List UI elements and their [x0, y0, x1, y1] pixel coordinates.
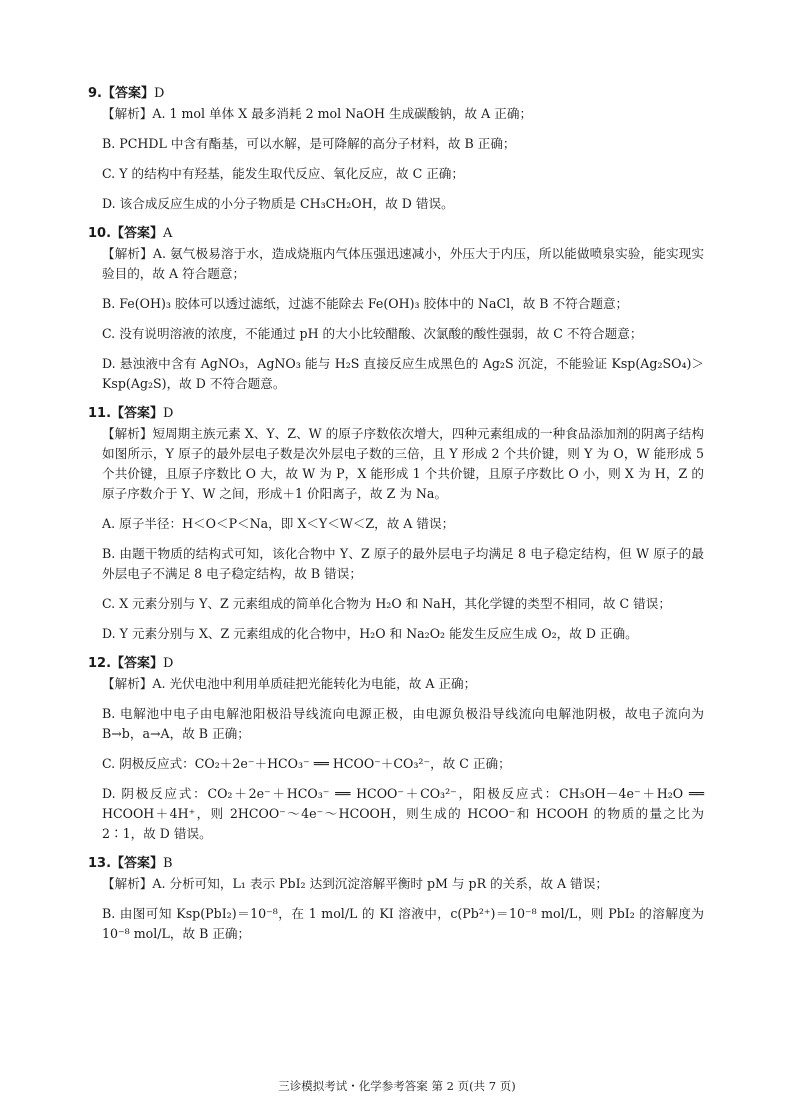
- question-header: 11.【答案】D: [88, 406, 174, 421]
- question-10: [88, 224, 704, 394]
- explanation-paragraph: A. 原子半径：H＜O＜P＜Na，即 X＜Y＜W＜Z，故 A 错误；: [102, 516, 455, 531]
- explanation-paragraph: C. 阴极反应式：CO₂＋2e⁻＋HCO₃⁻ ══ HCOO⁻＋CO₃²⁻，故 C 正确；: [102, 756, 511, 771]
- explanation-paragraph: 【解析】短周期主族元素 X、Y、Z、W 的原子序数依次增大，四种元素组成的一种食品添加剂的阴离子结构如图所示，Y 原子的最外层电子数是次外层电子数的三倍，且 Y 形成 2 个共价键，则 Y 为 O，W 能形成 5 个共价键，且原子序数比 O 大，故 W 为 P，X 能形成 1 个共价键，且原子序数比 O 小，则 X 为 H，Z 的原子序数介于 Y、W 之间，形成＋1 价阳离子，故 Z 为 Na。: [102, 426, 704, 501]
- question-header: 10.【答案】A: [88, 226, 173, 241]
- explanation-paragraph: D. Y 元素分别与 X、Z 元素组成的化合物中，H₂O 和 Na₂O₂ 能发生反应生成 O₂，故 D 正确。: [102, 626, 638, 641]
- explanation-paragraph: D. 阴极反应式：CO₂＋2e⁻＋HCO₃⁻ ══ HCOO⁻＋CO₃²⁻，阳极反应式：CH₃OH－4e⁻＋H₂O ══ HCOOH＋4H⁺，则 2HCOO⁻～4e⁻～HCOOH，则生成的 HCOO⁻和 HCOOH 的物质的量之比为 2∶1，故 D 错误。: [102, 786, 704, 841]
- explanation-paragraph: 【解析】A. 分析可知，L₁ 表示 PbI₂ 达到沉淀溶解平衡时 pM 与 pR 的关系，故 A 错误；: [102, 876, 608, 891]
- question-header: 9.【答案】D: [88, 86, 165, 101]
- answer-letter: A: [163, 226, 173, 241]
- explanation-paragraph: B. Fe(OH)₃ 胶体可以透过滤纸，过滤不能除去 Fe(OH)₃ 胶体中的 NaCl，故 B 不符合题意；: [102, 296, 629, 311]
- explanation-paragraph: C. X 元素分别与 Y、Z 元素组成的简单化合物为 H₂O 和 NaH，其化学键的类型不相同，故 C 错误；: [102, 596, 671, 611]
- explanation-paragraph: 【解析】A. 氨气极易溶于水，造成烧瓶内气体压强迅速减小，外压大于内压，所以能做喷泉实验，能实现实验目的，故 A 符合题意；: [102, 246, 704, 281]
- explanation-paragraph: 【解析】A. 光伏电池中利用单质硅把光能转化为电能，故 A 正确；: [102, 676, 477, 691]
- question-11: [88, 404, 704, 644]
- answer-letter: D: [163, 656, 174, 671]
- answer-letter: B: [163, 856, 173, 871]
- page-footer: 三诊模拟考试・化学参考答案 第 2 页(共 7 页): [278, 1079, 516, 1093]
- answer-letter: D: [163, 406, 174, 421]
- question-header: 12.【答案】D: [88, 656, 174, 671]
- explanation-paragraph: D. 悬浊液中含有 AgNO₃，AgNO₃ 能与 H₂S 直接反应生成黑色的 Ag₂S 沉淀，不能验证 Ksp(Ag₂SO₄)＞Ksp(Ag₂S)，故 D 不符合题意。: [102, 356, 704, 391]
- answer-letter: D: [153, 86, 165, 101]
- explanation-paragraph: B. 由题干物质的结构式可知，该化合物中 Y、Z 原子的最外层电子均满足 8 电子稳定结构，但 W 原子的最外层电子不满足 8 电子稳定结构，故 B 错误；: [102, 546, 704, 581]
- explanation-paragraph: B. 由图可知 Ksp(PbI₂)＝10⁻⁸，在 1 mol/L 的 KI 溶液中，c(Pb²⁺)＝10⁻⁸ mol/L，则 PbI₂ 的溶解度为 10⁻⁸ mol/L，故 B 正确；: [102, 906, 704, 941]
- explanation-paragraph: B. PCHDL 中含有酯基，可以水解，是可降解的高分子材料，故 B 正确；: [102, 136, 516, 151]
- question-9: [88, 84, 704, 214]
- explanation-paragraph: 【解析】A. 1 mol 单体 X 最多消耗 2 mol NaOH 生成碳酸钠，故 A 正确；: [102, 106, 533, 121]
- question-header: 13.【答案】B: [88, 856, 173, 871]
- question-13: [88, 854, 704, 944]
- explanation-paragraph: C. Y 的结构中有羟基，能发生取代反应、氧化反应，故 C 正确；: [102, 166, 464, 181]
- explanation-paragraph: B. 电解池中电子由电解池阳极沿导线流向电源正极，由电源负极沿导线流向电解池阴极，故电子流向为 B→b，a→A，故 B 正确；: [102, 706, 704, 741]
- explanation-paragraph: C. 没有说明溶液的浓度，不能通过 pH 的大小比较醋酸、次氯酸的酸性强弱，故 C 不符合题意；: [102, 326, 643, 341]
- answer-content: [88, 78, 704, 954]
- explanation-paragraph: D. 该合成反应生成的小分子物质是 CH₃CH₂OH，故 D 错误。: [102, 196, 454, 211]
- question-12: [88, 654, 704, 844]
